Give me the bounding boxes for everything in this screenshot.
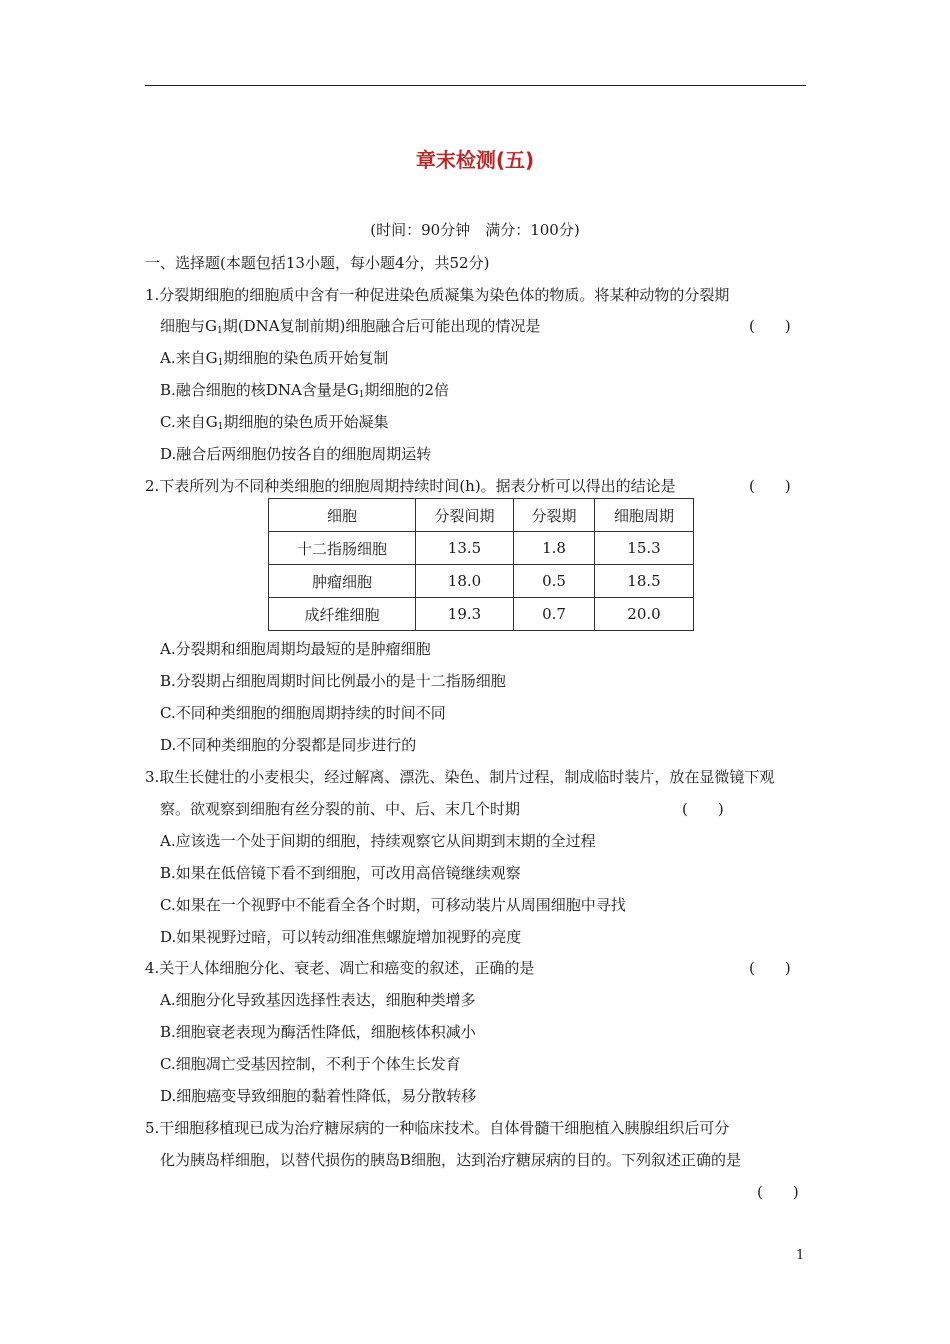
q2-option-d: D.不同种类细胞的分裂都是同步进行的 — [160, 736, 417, 754]
exam-meta: (时间：90分钟 满分：100分) — [370, 221, 580, 239]
q3-answer-bracket: ( ) — [682, 800, 724, 818]
table-row — [269, 532, 694, 565]
q4-option-c: C.细胞凋亡受基因控制，不利于个体生长发育 — [160, 1055, 461, 1073]
q2-option-a: A.分裂期和细胞周期均最短的是肿瘤细胞 — [160, 640, 431, 658]
table-header-cell: 细胞 — [269, 499, 416, 532]
table-row — [269, 598, 694, 631]
table-cell: 20.0 — [595, 598, 694, 631]
table-cell: 18.5 — [595, 565, 694, 598]
table-cell: 肿瘤细胞 — [269, 565, 416, 598]
q1-stem-line1: 1.分裂期细胞的细胞质中含有一种促进染色质凝集为染色体的物质。将某种动物的分裂期 — [145, 286, 730, 304]
table-header-cell: 分裂间期 — [416, 499, 514, 532]
table-header-cell: 分裂期 — [514, 499, 595, 532]
q4-option-a: A.细胞分化导致基因选择性表达，细胞种类增多 — [160, 991, 476, 1009]
table-row — [269, 565, 694, 598]
q4-option-b: B.细胞衰老表现为酶活性降低，细胞核体积减小 — [160, 1023, 476, 1041]
page-title: 章末检测(五) — [415, 148, 535, 172]
q3-option-d: D.如果视野过暗，可以转动细准焦螺旋增加视野的亮度 — [160, 928, 522, 946]
cell-cycle-table — [268, 498, 694, 631]
page-number: 1 — [796, 1248, 805, 1263]
q5-stem-line1: 5.干细胞移植现已成为治疗糖尿病的一种临床技术。自体骨髓干细胞植入胰腺组织后可分 — [145, 1119, 730, 1137]
table-header-row — [269, 499, 694, 532]
q3-option-b: B.如果在低倍镜下看不到细胞，可改用高倍镜继续观察 — [160, 864, 521, 882]
q5-answer-bracket: ( ) — [757, 1183, 799, 1201]
table-cell: 成纤维细胞 — [269, 598, 416, 631]
section-heading: 一、选择题(本题包括13小题，每小题4分，共52分) — [145, 254, 490, 272]
table-cell: 18.0 — [416, 565, 514, 598]
q1-option-d: D.融合后两细胞仍按各自的细胞周期运转 — [160, 445, 432, 463]
q3-option-c: C.如果在一个视野中不能看全各个时期，可移动装片从周围细胞中寻找 — [160, 896, 626, 914]
q3-stem-line1: 3.取生长健壮的小麦根尖，经过解离、漂洗、染色、制片过程，制成临时装片，放在显微镜下观 — [145, 768, 775, 786]
q5-stem-line2: 化为胰岛样细胞，以替代损伤的胰岛B细胞，达到治疗糖尿病的目的。下列叙述正确的是 — [160, 1151, 742, 1169]
q3-stem-line2: 察。欲观察到细胞有丝分裂的前、中、后、末几个时期 — [160, 800, 521, 818]
table-cell: 十二指肠细胞 — [269, 532, 416, 565]
q1-stem-line2: 细胞与$G_1$期(DNA复制前期)细胞融合后可能出现的情况是 — [160, 317, 541, 336]
q1-answer-bracket: ( ) — [749, 317, 791, 335]
table-header-cell: 细胞周期 — [595, 499, 694, 532]
q1-option-b: B.融合细胞的核DNA含量是$G_1$期细胞的2倍 — [160, 381, 450, 400]
q4-answer-bracket: ( ) — [749, 959, 791, 977]
q2-option-b: B.分裂期占细胞周期时间比例最小的是十二指肠细胞 — [160, 672, 506, 690]
q1-option-a: A.来自$G_1$期细胞的染色质开始复制 — [160, 349, 389, 368]
table-cell: 13.5 — [416, 532, 514, 565]
table-cell: 0.7 — [514, 598, 595, 631]
table-cell: 1.8 — [514, 532, 595, 565]
q4-stem: 4.关于人体细胞分化、衰老、凋亡和癌变的叙述，正确的是 — [145, 959, 535, 977]
q2-answer-bracket: ( ) — [749, 477, 791, 495]
q1-option-c: C.来自$G_1$期细胞的染色质开始凝集 — [160, 413, 389, 432]
header-rule — [145, 85, 806, 86]
q3-option-a: A.应该选一个处于间期的细胞，持续观察它从间期到末期的全过程 — [160, 832, 596, 850]
table-cell: 15.3 — [595, 532, 694, 565]
table-cell: 19.3 — [416, 598, 514, 631]
q2-stem: 2.下表所列为不同种类细胞的细胞周期持续时间(h)。据表分析可以得出的结论是 — [145, 477, 676, 495]
table-cell: 0.5 — [514, 565, 595, 598]
q2-option-c: C.不同种类细胞的细胞周期持续的时间不同 — [160, 704, 446, 722]
q4-option-d: D.细胞癌变导致细胞的黏着性降低，易分散转移 — [160, 1087, 477, 1105]
